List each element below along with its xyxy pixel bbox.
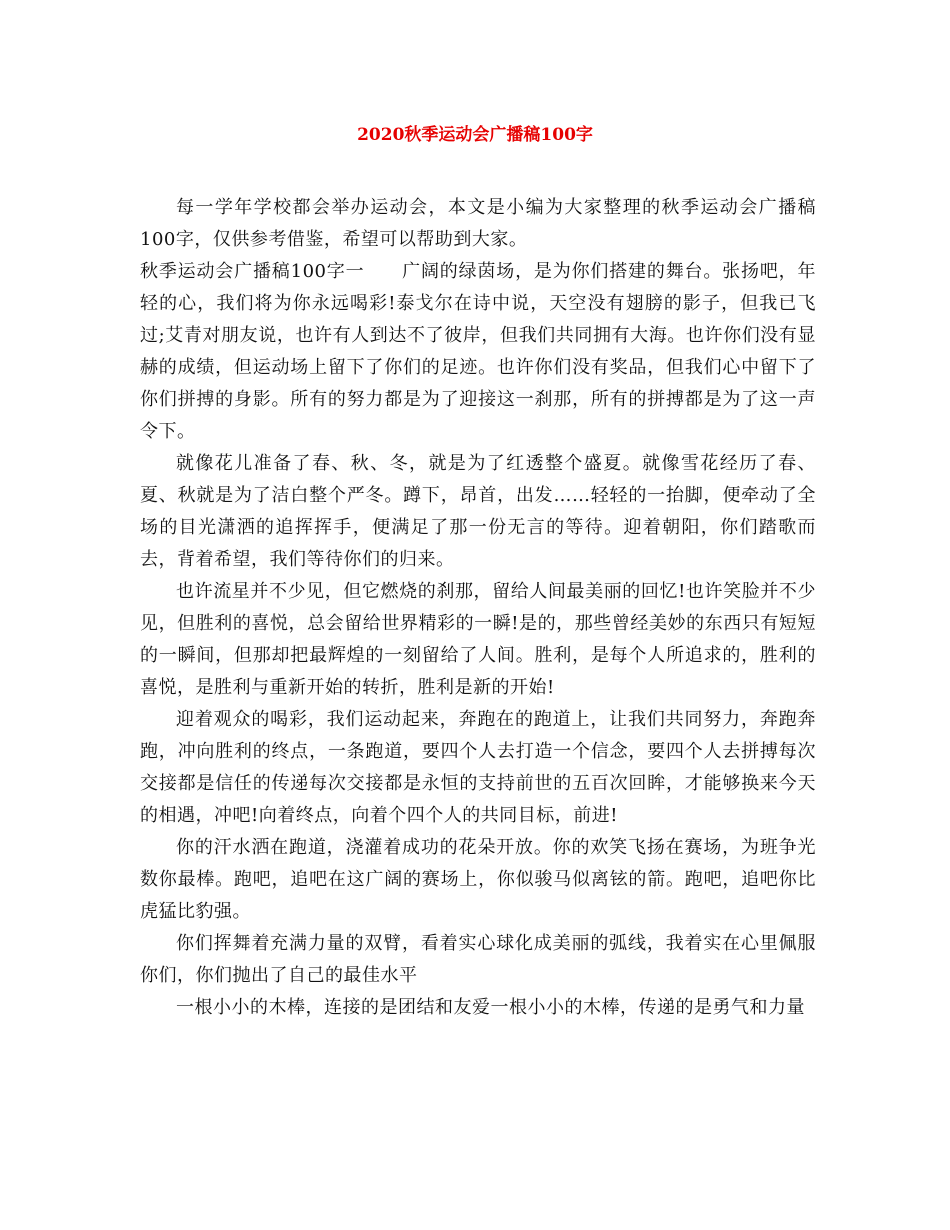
paragraph-intro: 每一学年学校都会举办运动会，本文是小编为大家整理的秋季运动会广播稿100字，仅供参考借鉴，希望可以帮助到大家。 — [140, 197, 816, 250]
document-title: 2020秋季运动会广播稿100字 — [357, 125, 593, 145]
paragraph-section-one: 秋季运动会广播稿100字一 广阔的绿茵场，是为你们搭建的舞台。张扬吧，年轻的心，我们将为你永远喝彩!泰戈尔在诗中说，天空没有翅膀的影子，但我已飞过;艾青对朋友说，也许有人到达不了彼岸，但我们共同拥有大海。也许你们没有显赫的成绩，但运动场上留下了你们的足迹。也许你们没有奖品，但我们心中留下了你们拼搏的身影。所有的努力都是为了迎接这一刹那，所有的拼搏都是为了这一声令下。 — [140, 261, 816, 442]
paragraph: 也许流星并不少见，但它燃烧的刹那，留给人间最美丽的回忆!也许笑脸并不少见，但胜利的喜悦，总会留给世界精彩的一瞬!是的，那些曾经美妙的东西只有短短的一瞬间，但那却把最辉煌的一刻留给了人间。胜利，是每个人所追求的，胜利的喜悦，是胜利与重新开始的转折，胜利是新的开始! — [140, 581, 816, 698]
paragraph: 一根小小的木棒，连接的是团结和友爱一根小小的木棒，传递的是勇气和力量 — [176, 997, 805, 1018]
paragraph: 你们挥舞着充满力量的双臂，看着实心球化成美丽的弧线，我着实在心里佩服你们，你们抛出了自己的最佳水平 — [140, 933, 816, 986]
document-body — [140, 192, 816, 1024]
paragraph: 就像花儿准备了春、秋、冬，就是为了红透整个盛夏。就像雪花经历了春、夏、秋就是为了洁白整个严冬。蹲下，昂首，出发……轻轻的一抬脚，便牵动了全场的目光潇洒的追挥挥手，便满足了那一份无言的等待。迎着朝阳，你们踏歌而去，背着希望，我们等待你们的归来。 — [140, 453, 816, 570]
paragraph: 迎着观众的喝彩，我们运动起来，奔跑在的跑道上，让我们共同努力，奔跑奔跑，冲向胜利的终点，一条跑道，要四个人去打造一个信念，要四个人去拼搏每次交接都是信任的传递每次交接都是永恒的支持前世的五百次回眸，才能够换来今天的相遇，冲吧!向着终点，向着个四个人的共同目标，前进! — [140, 709, 816, 826]
paragraph: 你的汗水洒在跑道，浇灌着成功的花朵开放。你的欢笑飞扬在赛场，为班争光数你最棒。跑吧，追吧在这广阔的赛场上，你似骏马似离铉的箭。跑吧，追吧你比虎猛比豹强。 — [140, 837, 816, 922]
